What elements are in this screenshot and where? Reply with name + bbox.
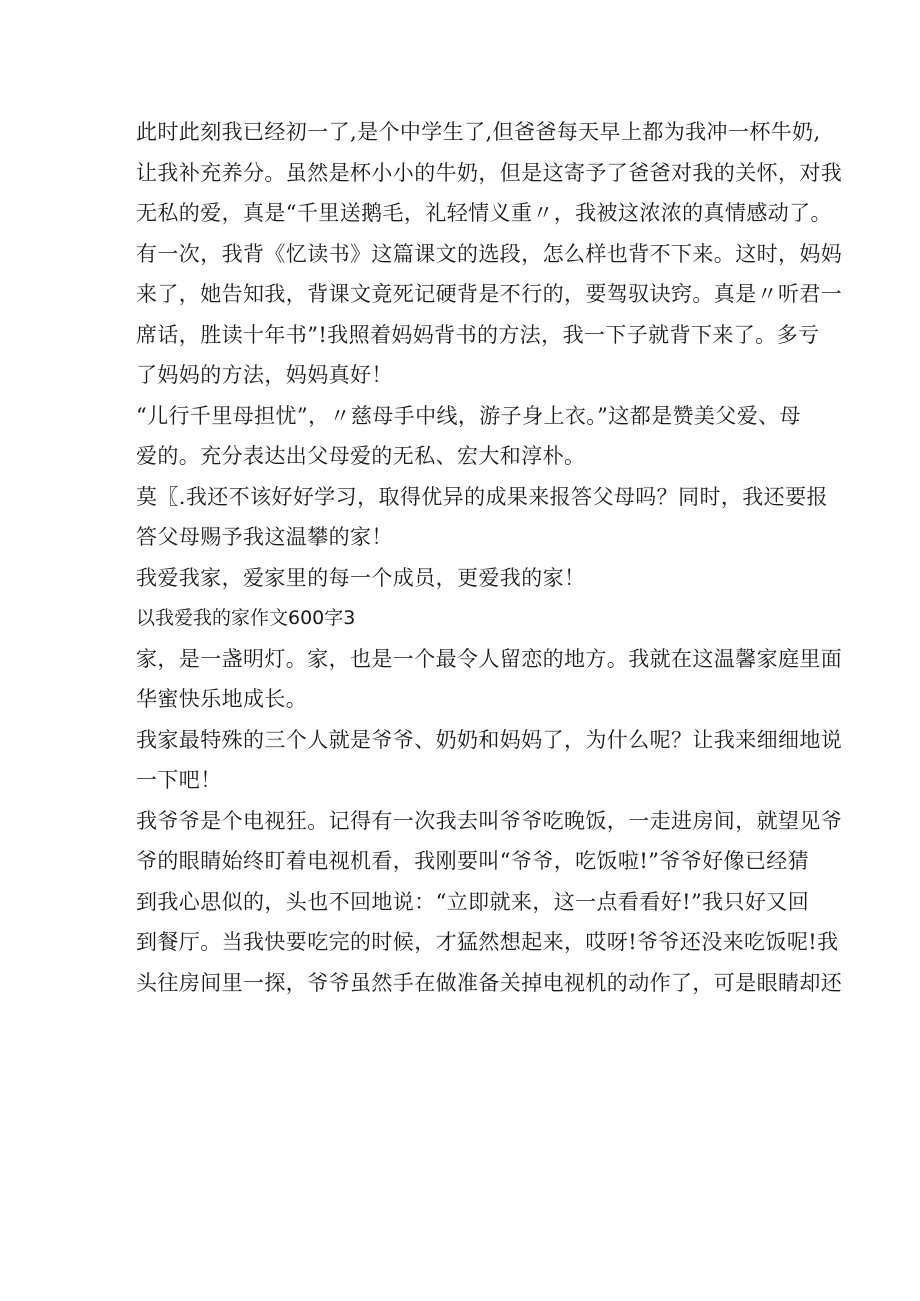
text-line: 我家最特殊的三个人就是爷爷、奶奶和妈妈了，为什么呢？让我来细细地说 [136,727,843,752]
text-line: 头往房间里一探，爷爷虽然手在做准备关掉电视机的动作了，可是眼睛却还 [136,970,843,995]
text-line: 到餐厅。当我快要吃完的时候，才猛然想起来，哎呀!爷爷还没来吃饭呢!我 [136,930,839,954]
text-line: 有一次，我背《忆读书》这篇课文的选段，怎么样也背不下来。这时，妈妈 [136,241,843,266]
paragraph-4 [136,477,828,558]
heading-text: 以我爱我的家作文600字3 [136,607,356,629]
paragraph-6 [136,639,843,720]
text-line: 莫〖.我还不该好好学习，取得优异的成果来报答父母吗？同时，我还要报 [136,484,828,509]
paragraph-1 [136,112,843,234]
text-line: 来了，她告知我，背课文竟死记硬背是不行的，要驾驭诀窍。真是〃听君一 [136,282,843,306]
text-line: 爱的。充分表达出父母爱的无私、宏大和淳朴。 [136,444,586,468]
text-line: 一下吧！ [136,768,222,792]
paragraph-5 [136,558,796,599]
text-line: 答父母赐予我这温攀的家！ [136,525,393,549]
text-line: 华蜜快乐地成长。 [136,687,308,711]
text-line: 让我补充养分。虽然是杯小小的牛奶，但是这寄予了爸爸对我的关怀，对我 [136,160,843,185]
paragraph-3 [136,396,801,477]
document-body [136,112,843,1003]
section-heading [136,598,796,639]
text-line: 此时此刻我已经初一了,是个中学生了,但爸爸每天早上都为我冲一杯牛奶, [136,120,821,144]
text-line: 我爷爷是个电视狂。记得有一次我去叫爷爷吃晚饭，一走进房间，就望见爷 [136,808,843,833]
text-line: 到我心思似的，头也不回地说：“立即就来，这一点看看好!”我只好又回 [136,889,810,914]
paragraph-7 [136,720,843,801]
text-line: 我爱我家，爱家里的每一个成员，更爱我的家！ [136,565,586,590]
text-line: 家，是一盏明灯。家，也是一个最令人留恋的地方。我就在这温馨家庭里面 [136,646,843,671]
text-line: 无私的爱，真是“千里送鹅毛，礼轻情义重〃，我被这浓浓的真情感动了。 [136,201,832,225]
text-line: “儿行千里母担忧”，〃慈母手中线，游子身上衣。”这都是赞美父爱、母 [136,403,801,428]
text-line: 席话，胜读十年书”!我照着妈妈背书的方法，我一下子就背下来了。多亏 [136,322,820,347]
text-line: 爷的眼睛始终盯着电视机看，我刚要叫“爷爷，吃饭啦!”爷爷好像已经猜 [136,849,810,873]
paragraph-8 [136,801,843,1004]
text-line: 了妈妈的方法，妈妈真好！ [136,363,393,387]
paragraph-2 [136,234,843,396]
